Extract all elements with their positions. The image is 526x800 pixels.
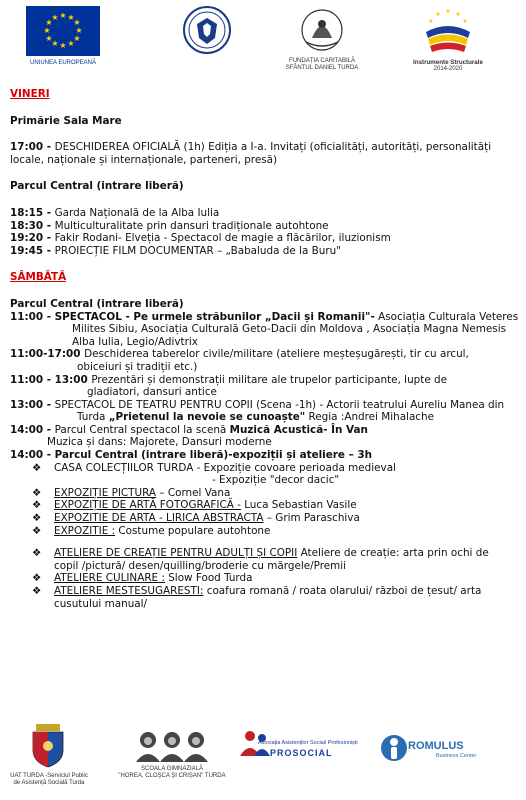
event-1700-cont: locale, naționale și internaționale, parteneri, presă)	[10, 153, 278, 166]
event-1100-cont-2: Alba Iulia, Legio/Adivtrix	[72, 335, 198, 348]
event-1815: 18:15 - Garda Națională de la Alba Iulia	[10, 206, 220, 219]
bullet-expozitie-costume: ❖ EXPOZITIE : Costume populare autohtone	[32, 524, 271, 537]
bullet-ateliere-mestesugaresti-cont: cusutului manual/	[54, 597, 148, 610]
diamond-bullet-icon: ❖	[32, 585, 42, 597]
diamond-bullet-icon: ❖	[32, 499, 42, 512]
svg-text:★: ★	[73, 18, 81, 27]
svg-text:★: ★	[59, 41, 67, 50]
romulus-caption-2: Business Center	[436, 753, 477, 759]
footer-logos	[0, 718, 526, 800]
header-logos	[0, 0, 526, 80]
svg-text:★: ★	[45, 34, 53, 43]
svg-text:★: ★	[51, 13, 59, 22]
diamond-bullet-icon: ❖	[32, 572, 42, 585]
event-1100-1700: 11:00-17:00 Deschiderea taberelor civile/militare (ateliere meșteșugărești, tir cu arcul,	[10, 348, 469, 361]
scoala-caption-2: "HOREA, CLOȘCA ȘI CRIȘAN" TURDA	[118, 773, 226, 779]
eu-caption: UNIUNEA EUROPEANĂ	[29, 60, 96, 66]
bullet-ateliere-creatie-cont: copil /pictură/ desen/quilling/broderie cu mărgele/Premii	[54, 559, 347, 572]
event-1100-1300: 11:00 - 13:00 Prezentări și demonstrații militare ale trupelor participante, lupte de	[10, 373, 448, 386]
event-1400-exhibitions: 14:00 - Parcul Central (intrare liberă)-expoziții și ateliere – 3h	[10, 449, 373, 462]
venue-parcul-central-saturday: Parcul Central (intrare liberă)	[10, 297, 184, 310]
uat-caption-2: de Asistență Socială Turda	[13, 780, 85, 786]
turda-coat-of-arms-logo	[30, 724, 66, 772]
event-1100-1700-cont: obiceiuri și tradiții etc.)	[77, 360, 198, 373]
event-1400-music: 14:00 - Parcul Central spectacol la scenă Muzică Acustică- În Van	[10, 423, 368, 436]
eu-flag-logo	[26, 6, 100, 60]
fundatia-caption-2: SFÂNTUL DANIEL TURDA	[285, 65, 359, 71]
romulus-caption-1: ROMULUS	[408, 740, 464, 752]
svg-text:★: ★	[428, 18, 434, 25]
is-caption-1: Instrumente Structurale	[413, 59, 483, 66]
event-1100-cont-1: Milites Sibiu, Asociația Culturală Geto-Dacii din Moldova , Asociația Magna Nemesis	[72, 323, 507, 336]
event-1920: 19:20 - Fakir Rodani- Elveția - Spectacol de magie a flăcărilor, iluzionism	[10, 232, 391, 245]
svg-text:★: ★	[462, 18, 468, 25]
event-1700: 17:00 - DESCHIDEREA OFICIALĂ (1h) Ediția a I-a. Invitați (oficialități, autorități, personalități	[10, 141, 492, 154]
prosocial-caption-1: Asociația Asistenților Sociali Profesioniști	[258, 740, 358, 746]
event-1830: 18:30 - Multiculturalitate prin dansuri tradiționale autohtone	[10, 219, 329, 232]
bullet-casa-colectiilor: ❖ CASA COLECȚIILOR TURDA - Expoziție covoare perioada medieval	[32, 461, 396, 474]
diamond-bullet-icon: ❖	[32, 512, 42, 525]
svg-text:★: ★	[43, 26, 51, 35]
event-1400-music-cont: Muzica și dans: Majorete, Dansuri moderne	[47, 436, 272, 449]
fundatia-logo	[294, 8, 350, 58]
diamond-bullet-icon: ❖	[32, 547, 42, 560]
svg-text:★: ★	[455, 11, 461, 18]
svg-text:★: ★	[59, 11, 67, 20]
svg-text:★: ★	[435, 11, 441, 18]
fundatia-caption-1: FUNDAȚIA CARITABILĂ	[289, 58, 355, 64]
day-heading-saturday: SÂMBĂTĂ	[10, 271, 67, 284]
day-heading-friday: VINERI	[10, 88, 50, 100]
event-1100: 11:00 - SPECTACOL - Pe urmele străbunilor „Dacii și Romanii"- Asociația Culturala Veteres	[10, 310, 519, 323]
svg-text:★: ★	[73, 34, 81, 43]
bullet-ateliere-creatie: ❖ ATELIERE DE CREAȚIE PENTRU ADULȚI ȘI COPII Ateliere de creație: arta prin ochi de	[32, 547, 489, 560]
romulus-logo	[380, 732, 408, 768]
instrumente-structurale-logo	[418, 6, 478, 58]
bullet-ateliere-culinare: ❖ ATELIERE CULINARE : Slow Food Turda	[32, 572, 253, 585]
event-1100-1300-cont: gladiatori, dansuri antice	[87, 386, 217, 399]
svg-text:★: ★	[51, 39, 59, 48]
uat-caption-1: UAT TURDA -Serviciul Public	[10, 773, 88, 779]
diamond-bullet-icon: ❖	[32, 486, 42, 499]
bullet-ateliere-mestesugaresti: ❖ ATELIERE MESTESUGARESTI: coafura romană / roata olarului/ război de țesut/ arta	[32, 585, 482, 597]
scoala-caption-1: ȘCOALA GIMNAZIALĂ	[140, 766, 204, 772]
svg-text:★: ★	[45, 18, 53, 27]
svg-text:★: ★	[445, 8, 451, 15]
prosocial-caption-2: PROSOCIAL	[270, 748, 333, 758]
government-seal-logo	[183, 6, 231, 58]
diamond-bullet-icon: ❖	[32, 524, 42, 537]
bullet-expozitie-pictura: ❖ EXPOZIȚIE PICTURA – Cornel Vana	[32, 486, 231, 499]
event-1945: 19:45 - PROIECȚIE FILM DOCUMENTAR – „Babaluda de la Buru"	[10, 244, 341, 257]
event-1300: 13:00 - SPECTACOL DE TEATRU PENTRU COPII (Scena -1h) - Actorii teatrului Aureliu Manea din	[10, 398, 505, 411]
bullet-expozitie-foto: ❖ EXPOZIȚIE DE ARTĂ FOTOGRAFICĂ - Luca Sebastian Vasile	[32, 499, 357, 512]
svg-text:★: ★	[75, 26, 83, 35]
scoala-portraits-logo	[134, 728, 210, 766]
diamond-bullet-icon: ❖	[32, 461, 42, 474]
svg-text:★: ★	[67, 13, 75, 22]
venue-parcul-central-friday: Parcul Central (intrare liberă)	[10, 180, 184, 193]
venue-primarie: Primărie Sala Mare	[10, 114, 122, 127]
bullet-expozitie-lirica: ❖ EXPOZITIE DE ARTA - LIRICA ABSTRACTA – Grim Paraschiva	[32, 512, 360, 525]
bullet-casa-colectiilor-sub: - Expoziție "decor dacic"	[212, 474, 340, 487]
event-1300-cont: Turda „Prietenul la nevoie se cunoaște" Regia :Andrei Mihalache	[77, 411, 435, 424]
program-document	[10, 88, 518, 610]
svg-text:★: ★	[67, 39, 75, 48]
is-caption-2: 2014-2020	[433, 66, 463, 72]
